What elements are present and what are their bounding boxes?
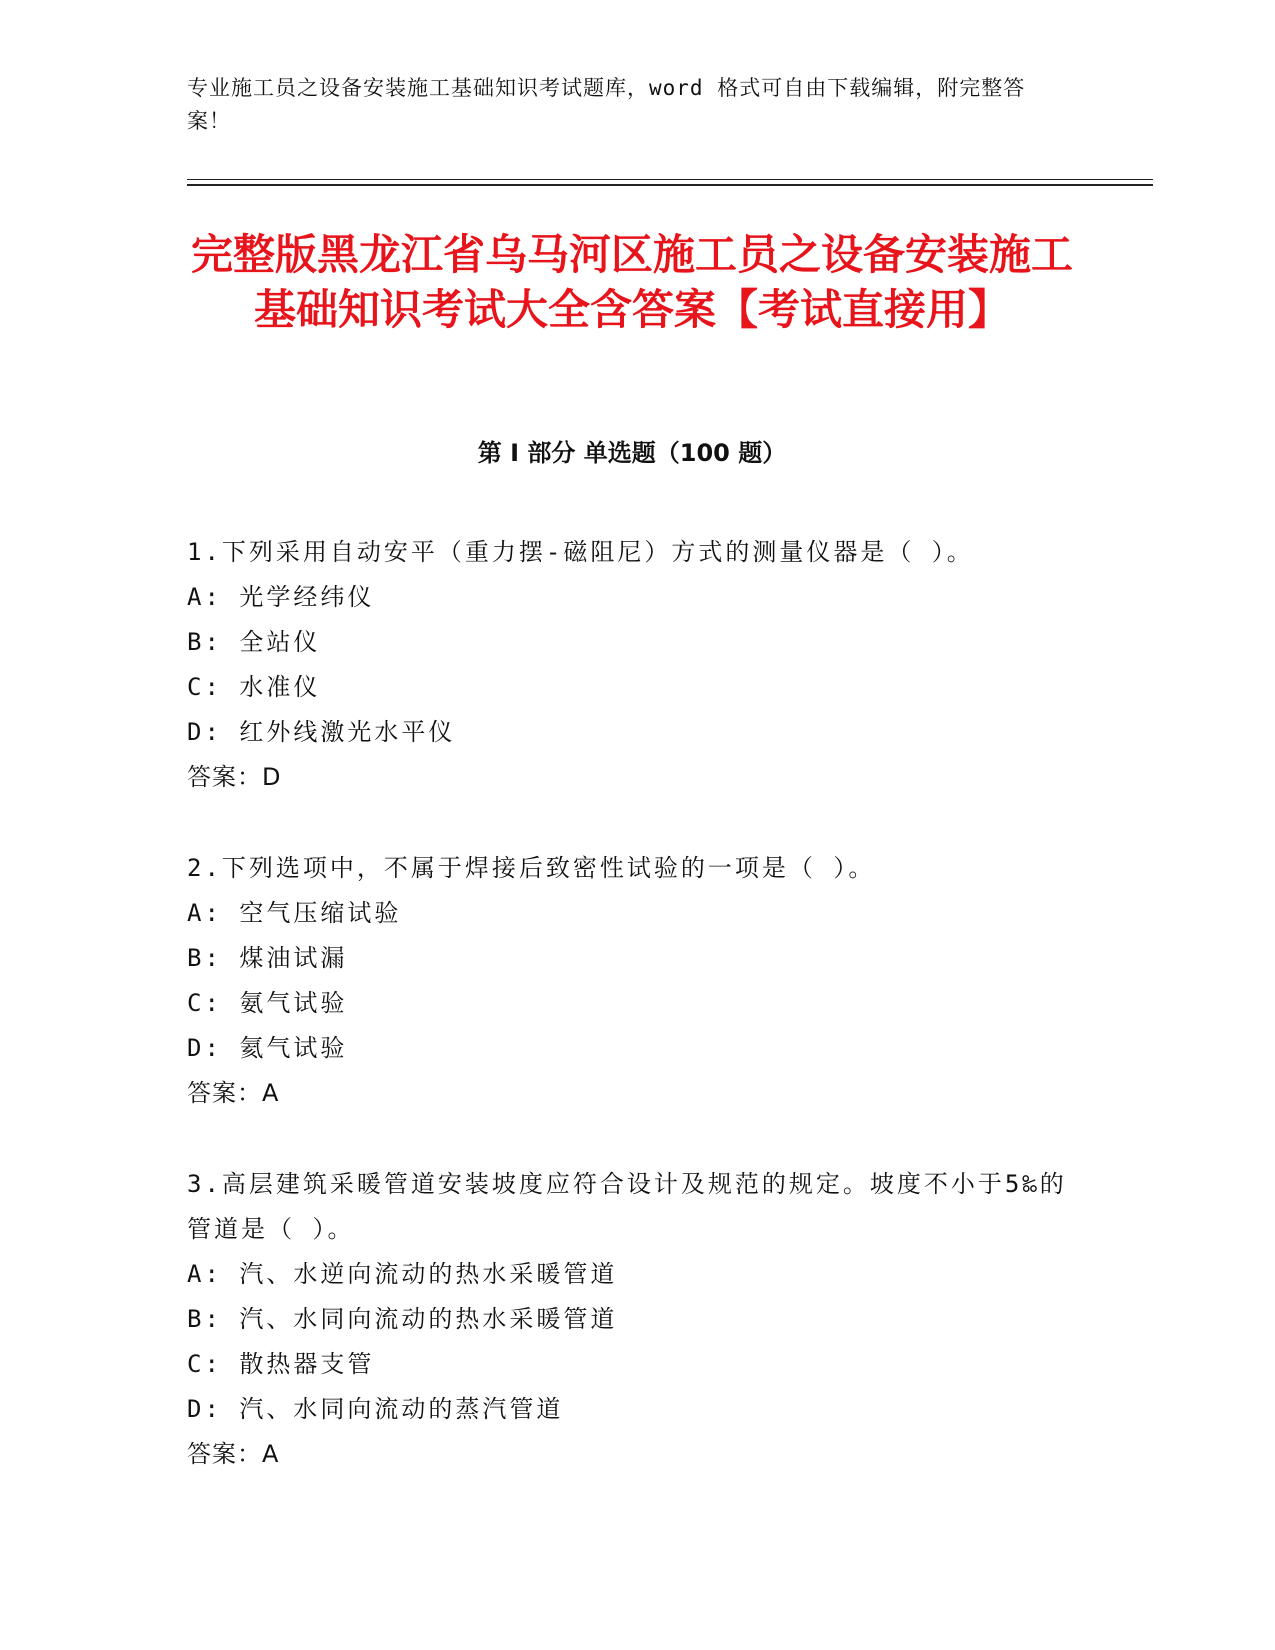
answer: 答案：A	[187, 1440, 280, 1468]
option-d: D: 汽、水同向流动的蒸汽管道	[187, 1395, 564, 1423]
header-divider-thin	[187, 179, 1153, 180]
option-a: A: 汽、水逆向流动的热水采暖管道	[187, 1260, 618, 1288]
option-b: B: 全站仪	[187, 628, 321, 656]
section-title: 第 I 部分 单选题（100 题）	[477, 439, 787, 467]
option-c: C: 散热器支管	[187, 1350, 375, 1378]
option-c: C: 氨气试验	[187, 989, 348, 1017]
question-3	[187, 1162, 1077, 1477]
question-list	[187, 530, 1077, 1523]
header-note: 专业施工员之设备安装施工基础知识考试题库，word 格式可自由下载编辑，附完整答案！	[187, 76, 1026, 133]
option-a: A: 空气压缩试验	[187, 899, 402, 927]
document-title: 完整版黑龙江省乌马河区施工员之设备安装施工基础知识考试大全含答案【考试直接用】	[190, 230, 1073, 334]
option-b: B: 煤油试漏	[187, 944, 348, 972]
option-b: B: 汽、水同向流动的热水采暖管道	[187, 1305, 618, 1333]
option-a: A: 光学经纬仪	[187, 583, 375, 611]
option-c: C: 水准仪	[187, 673, 321, 701]
answer: 答案：D	[187, 763, 282, 791]
question-stem: 3.高层建筑采暖管道安装坡度应符合设计及规范的规定。坡度不小于5‰的管道是（ ）。	[187, 1170, 1067, 1243]
option-d: D: 红外线激光水平仪	[187, 718, 456, 746]
question-1	[187, 530, 1077, 800]
option-d: D: 氦气试验	[187, 1034, 348, 1062]
header-divider-thick	[187, 184, 1153, 186]
question-stem: 2.下列选项中，不属于焊接后致密性试验的一项是（ ）。	[187, 854, 876, 882]
question-stem: 1.下列采用自动安平（重力摆-磁阻尼）方式的测量仪器是（ ）。	[187, 538, 974, 566]
answer: 答案：A	[187, 1079, 280, 1107]
question-2	[187, 846, 1077, 1116]
